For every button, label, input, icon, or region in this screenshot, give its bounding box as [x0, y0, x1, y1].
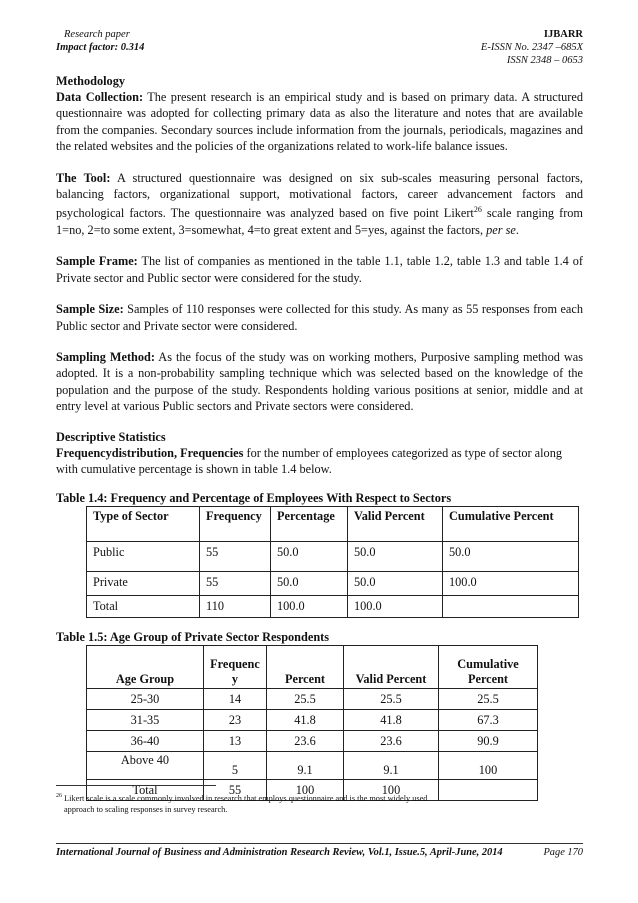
table-header: Age Group — [87, 646, 204, 689]
table-cell: 14 — [204, 689, 267, 710]
table-cell: 50.0 — [271, 542, 348, 572]
table-row — [87, 752, 538, 780]
table-header: Type of Sector — [87, 507, 200, 542]
page-footer — [56, 843, 583, 858]
table-cell: 23.6 — [344, 731, 439, 752]
table-cell: 100 — [344, 780, 439, 801]
sample-size-paragraph — [56, 301, 583, 334]
table-row — [87, 572, 579, 596]
header-journal-abbrev: IJBARR — [543, 29, 583, 40]
table-cell: Above 40 — [87, 752, 204, 780]
table-header: Percentage — [271, 507, 348, 542]
table-header: Percent — [267, 646, 344, 689]
table-cell: Total — [87, 596, 200, 618]
table-cell: 25.5 — [439, 689, 538, 710]
table-cell: 55 — [204, 780, 267, 801]
table-cell: 50.0 — [348, 542, 443, 572]
header-paper-type: Research paper — [64, 29, 130, 40]
footnote-divider — [56, 785, 216, 786]
table-cell: 100.0 — [348, 596, 443, 618]
table-cell: 50.0 — [443, 542, 579, 572]
page-header — [56, 28, 583, 74]
tool-paragraph — [56, 170, 583, 239]
table-cell: 110 — [200, 596, 271, 618]
table-cell: 9.1 — [267, 752, 344, 780]
paper-page — [56, 28, 583, 858]
footnote-ref: 26 — [473, 205, 482, 215]
table-cell: 23 — [204, 710, 267, 731]
tool-text-a: A structured questionnaire was designed on six sub-scales measuring personal factors, balancing factors, organizational support, motivational factors, career advancement factors and psychological factors. The questionnaire was analyzed based on five point Likert — [56, 170, 583, 221]
footnote-mark: 26 — [56, 793, 62, 799]
sample-size-text: Samples of 110 responses were collected for this study. As many as 55 responses from each Public sector and Private sector were considered. — [56, 302, 583, 333]
table-cell: 9.1 — [344, 752, 439, 780]
table-row — [87, 542, 579, 572]
descriptive-bold-lead: Frequencydistribution, Frequencies — [56, 445, 244, 460]
table-cell: Public — [87, 542, 200, 572]
table-cell: 31-35 — [87, 710, 204, 731]
table-cell: 100.0 — [443, 572, 579, 596]
data-collection-paragraph — [56, 89, 583, 155]
header-eissn: E-ISSN No. 2347 –685X — [480, 42, 583, 53]
tool-end: . — [515, 222, 519, 237]
table-cell: 100.0 — [271, 596, 348, 618]
tool-label: The Tool: — [56, 170, 111, 185]
table-cell: 41.8 — [267, 710, 344, 731]
footnote — [56, 791, 427, 815]
table-cell: 50.0 — [348, 572, 443, 596]
table-cell — [439, 780, 538, 801]
tool-text-b: scale ranging from 1=no, 2=to some extent, 3=somewhat, 4=to great extent and 5=yes, against the factors, — [56, 206, 583, 237]
sample-frame-label: Sample Frame: — [56, 254, 138, 269]
data-collection-label: Data Collection: — [56, 90, 144, 104]
table-header: Cumulative Percent — [439, 646, 538, 689]
table-cell: 13 — [204, 731, 267, 752]
table-cell: 50.0 — [271, 572, 348, 596]
tool-italic: per se — [486, 222, 516, 237]
footer-journal: International Journal of Business and Administration Research Review, Vol.1, Issue.5, April-June, 2014 — [56, 847, 503, 858]
table-cell: 5 — [204, 752, 267, 780]
sample-frame-text: The list of companies as mentioned in the table 1.1, table 1.2, table 1.3 and table 1.4 of Private sector and Public sector were considered for the study. — [56, 254, 583, 285]
table-cell: 55 — [200, 572, 271, 596]
methodology-heading: Methodology — [56, 74, 125, 88]
data-collection-text: The present research is an empirical study and is based on primary data. A structured questionnaire was adopted for collecting primary data as also the literature and notes that are available from the companies. Secondary sources include information from the journals, periodicals, magazines and the related websites and the policies of the organizations related to work-life balance issues. — [56, 90, 583, 154]
table-cell: 90.9 — [439, 731, 538, 752]
descriptive-heading: Descriptive Statistics — [56, 429, 166, 444]
sampling-method-paragraph — [56, 349, 583, 415]
table-cell: 67.3 — [439, 710, 538, 731]
table-cell: 25.5 — [267, 689, 344, 710]
descriptive-text: for the number of employees categorized as type of sector along with cumulative percentage is shown in table 1.4 below. — [56, 445, 562, 476]
table-header: Valid Percent — [344, 646, 439, 689]
header-impact-factor: Impact factor: 0.314 — [56, 42, 145, 53]
table-row — [87, 710, 538, 731]
descriptive-paragraph — [56, 445, 583, 478]
table-cell: 100 — [267, 780, 344, 801]
table15-caption: Table 1.5: Age Group of Private Sector Respondents — [56, 630, 330, 645]
page-number: Page 170 — [543, 847, 583, 858]
header-issn: ISSN 2348 – 0653 — [506, 55, 583, 66]
table-cell: 55 — [200, 542, 271, 572]
table-cell: 25.5 — [344, 689, 439, 710]
table-cell: 100 — [439, 752, 538, 780]
sector-frequency-table — [86, 506, 579, 618]
table-row — [87, 689, 538, 710]
table-cell: 25-30 — [87, 689, 204, 710]
table14-caption: Table 1.4: Frequency and Percentage of Employees With Respect to Sectors — [56, 491, 452, 506]
table-header: Frequenc y — [204, 646, 267, 689]
footnote-text-2: approach to scaling responses in survey research. — [64, 804, 228, 814]
table-row — [87, 731, 538, 752]
table-header: Frequency — [200, 507, 271, 542]
table-header: Valid Percent — [348, 507, 443, 542]
sampling-method-label: Sampling Method: — [56, 349, 155, 364]
table-cell: 23.6 — [267, 731, 344, 752]
sampling-method-text: As the focus of the study was on working mothers, Purposive sampling method was adopted. It is a non-probability sampling technique which was selected based on the knowledge of the population and the purpose of the study. Respondents holding various positions at senior, middle and at entry level at various Public sectors and Private sectors were considered. — [56, 349, 583, 414]
table-cell: 41.8 — [344, 710, 439, 731]
age-group-table — [86, 645, 538, 801]
sample-size-label: Sample Size: — [56, 302, 124, 317]
table-cell: Private — [87, 572, 200, 596]
table-row — [87, 596, 579, 618]
footnote-text: Likert scale is a scale commonly involved in research that employs questionnaire and is the most widely used — [64, 793, 428, 803]
table-cell: Total — [87, 780, 204, 801]
table-header: Cumulative Percent — [443, 507, 579, 542]
table-cell: 36-40 — [87, 731, 204, 752]
sample-frame-paragraph — [56, 253, 583, 286]
table-cell — [443, 596, 579, 618]
